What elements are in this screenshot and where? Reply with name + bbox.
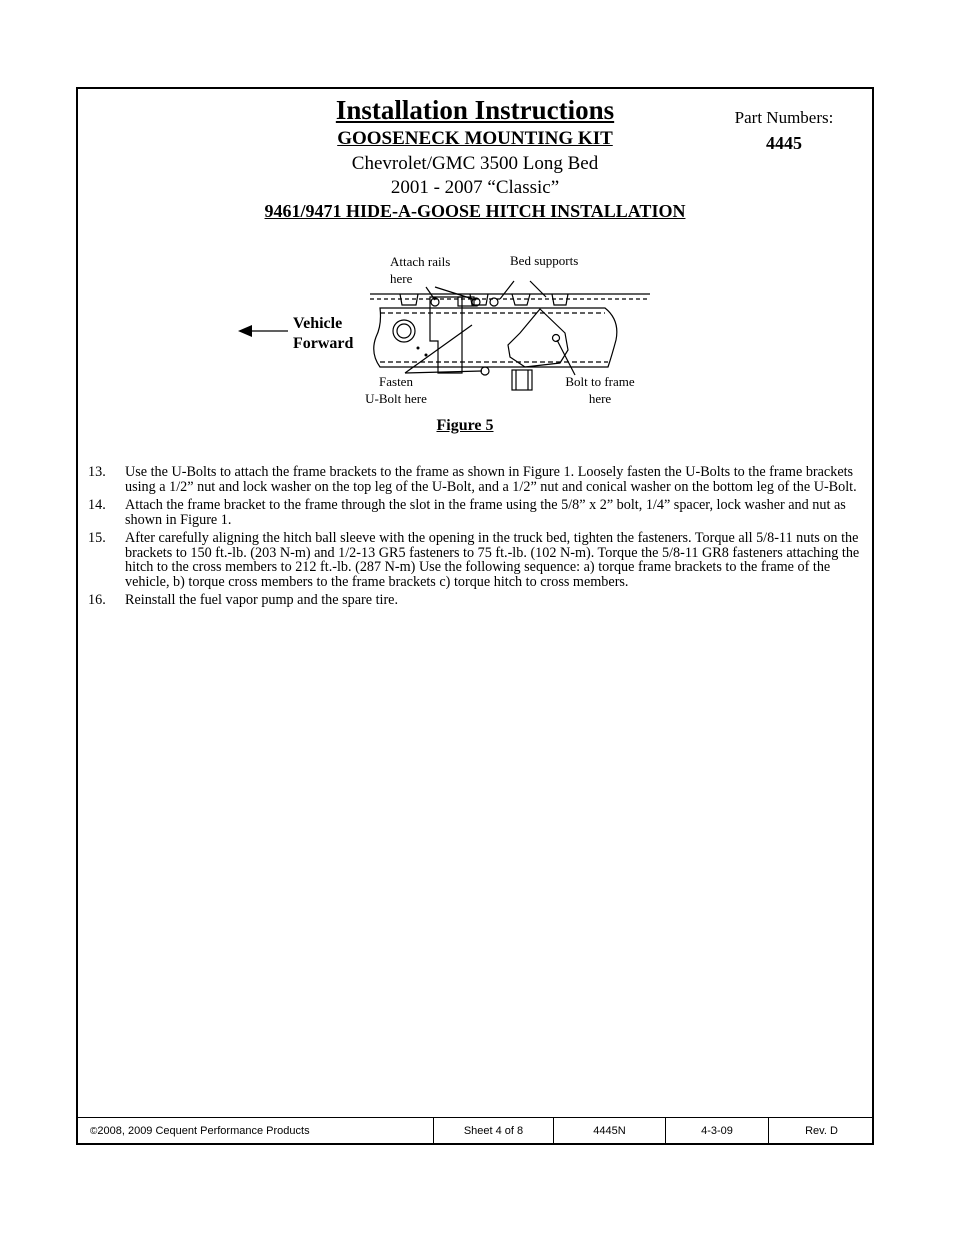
instruction-steps	[88, 465, 868, 612]
label-fasten-line2: U-Bolt here	[365, 391, 427, 406]
step-text: Use the U-Bolts to attach the frame brackets to the frame as shown in Figure 1. Loosely fasten the U-Bolts to the frame brackets using a 1/2” nut and lock washer on the top leg of the U-Bolt, and a 1/2” nut and conical washer on the bottom leg of the U-Bolt.	[125, 464, 857, 495]
hitch-title: 9461/9471 HIDE-A-GOOSE HITCH INSTALLATION	[264, 201, 686, 221]
label-forward: Forward	[293, 335, 354, 352]
step-text: Attach the frame bracket to the frame through the slot in the frame using the 5/8” x 2” bolt, 1/4” spacer, lock washer and nut as shown in Figure 1.	[125, 497, 846, 528]
part-number: 4445	[766, 133, 802, 153]
step-text: After carefully aligning the hitch ball sleeve with the opening in the truck bed, tighten the fasteners. Torque all 5/8-11 nuts on the brackets to 150 ft.-lb. (203 N-m) and 1/2-13 GR5 fasteners to 75 ft.-lb. (102 N-m). Torque the 5/8-11 GR8 fasteners attaching the hitch to the cross members to 212 ft.-lb. (287 N-m) Use the following sequence: a) torque frame brackets to the frame of the vehicle, b) torque cross members to the frame brackets c) torque hitch to cross members.	[125, 530, 860, 590]
footer-table	[78, 1117, 874, 1144]
document-title: Installation Instructions	[335, 95, 615, 125]
copyright-icon: ©	[90, 1125, 98, 1137]
step-number: 16.	[88, 592, 106, 608]
label-bed-supports: Bed supports	[510, 253, 579, 268]
step-item	[88, 593, 868, 608]
figure-caption: Figure 5	[436, 417, 494, 434]
label-vehicle-forward	[293, 314, 353, 354]
step-item	[88, 531, 868, 589]
step-item	[88, 465, 868, 494]
label-fasten-line1: Fasten	[379, 374, 413, 389]
label-fasten-ubolt	[340, 373, 452, 407]
label-attach-rails-line1: Attach rails	[390, 254, 451, 269]
model-years: 2001 - 2007 “Classic”	[390, 177, 560, 198]
step-text: Reinstall the fuel vapor pump and the spare tire.	[125, 592, 399, 608]
copyright-text: 2008, 2009 Cequent Performance Products	[97, 1125, 310, 1137]
label-bolt-line2: here	[588, 391, 612, 406]
footer-doc-number: 4445N	[554, 1118, 666, 1144]
footer-copyright	[78, 1118, 434, 1144]
label-bolt-to-frame	[550, 373, 650, 407]
label-attach-rails-line2: here	[390, 271, 413, 286]
footer-sheet: Sheet 4 of 8	[434, 1118, 554, 1144]
label-attach-rails	[390, 253, 450, 287]
part-numbers-label: Part Numbers:	[734, 108, 834, 127]
step-number: 13.	[88, 464, 106, 480]
footer-revision: Rev. D	[805, 1125, 838, 1137]
kit-subtitle: GOOSENECK MOUNTING KIT	[337, 128, 613, 149]
footer-date: 4-3-09	[666, 1118, 769, 1144]
step-number: 14.	[88, 497, 106, 513]
label-bolt-line1: Bolt to frame	[565, 374, 635, 389]
vehicle-model: Chevrolet/GMC 3500 Long Bed	[351, 153, 599, 174]
label-vehicle: Vehicle	[293, 315, 343, 332]
step-item	[88, 498, 868, 527]
step-number: 15.	[88, 530, 106, 546]
